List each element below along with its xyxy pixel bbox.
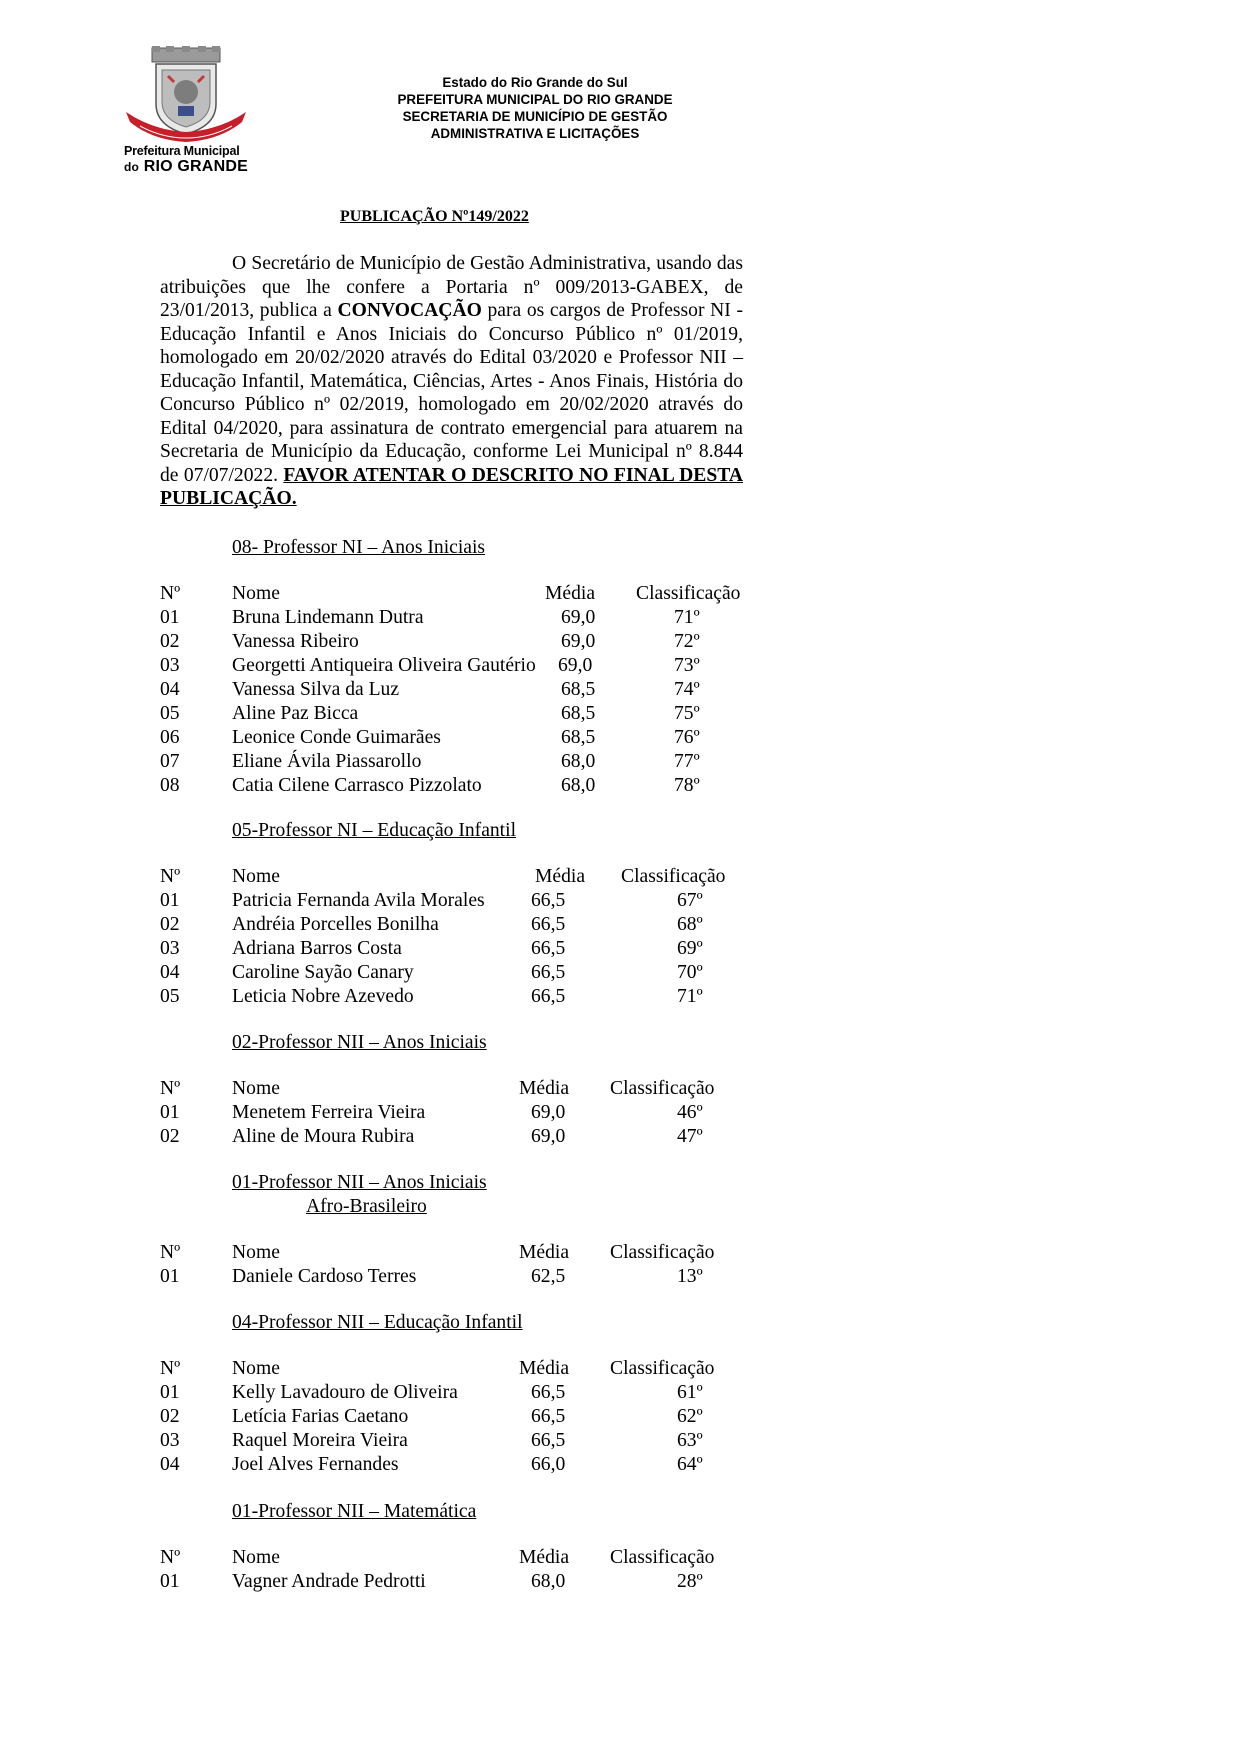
row-name: Leonice Conde Guimarães [232,727,441,748]
table-row [0,1102,1241,1125]
row-class: 69º [677,938,703,959]
row-media: 68,0 [561,751,596,772]
row-num: 07 [160,751,180,772]
header-num: Nº [160,1242,181,1263]
header-name: Nome [232,1242,280,1263]
table-row [0,938,1241,961]
row-class: 68º [677,914,703,935]
row-num: 02 [160,914,180,935]
row-num: 03 [160,938,180,959]
row-name: Andréia Porcelles Bonilha [232,914,439,935]
row-name: Bruna Lindemann Dutra [232,607,424,628]
row-name: Patricia Fernanda Avila Morales [232,890,485,911]
header-class: Classificação [610,1547,715,1568]
row-class: 28º [677,1571,703,1592]
section-title: 02-Professor NII – Anos Iniciais [232,1032,487,1053]
row-num: 02 [160,1406,180,1427]
row-media: 69,0 [558,655,593,676]
row-class: 75º [674,703,700,724]
table-row [0,1406,1241,1429]
row-num: 06 [160,727,180,748]
row-name: Daniele Cardoso Terres [232,1266,417,1287]
intro-bold-convocacao: CONVOCAÇÃO [337,300,482,321]
row-class: 70º [677,962,703,983]
row-name: Kelly Lavadouro de Oliveira [232,1382,458,1403]
header-media: Média [535,866,586,887]
table-row [0,631,1241,654]
row-class: 62º [677,1406,703,1427]
section-title: 01-Professor NII – Matemática [232,1501,477,1522]
row-name: Caroline Sayão Canary [232,962,414,983]
row-name: Georgetti Antiqueira Oliveira Gautério [232,655,536,676]
row-name: Eliane Ávila Piassarollo [232,751,422,772]
row-media: 69,0 [561,631,596,652]
header-media: Média [519,1358,570,1379]
row-media: 68,5 [561,679,596,700]
row-media: 66,5 [531,1430,566,1451]
logo-caption-prefix: do [124,160,140,174]
header-num: Nº [160,1078,181,1099]
row-name: Raquel Moreira Vieira [232,1430,408,1451]
section-title: 01-Professor NII – Anos Iniciais [232,1172,487,1193]
header-name: Nome [232,1358,280,1379]
row-name: Adriana Barros Costa [232,938,402,959]
intro-paragraph [160,252,743,511]
header-institution-block [360,74,710,142]
row-num: 08 [160,775,180,796]
table-header-row [0,866,1241,889]
header-line-secretariat: SECRETARIA DE MUNICÍPIO DE GESTÃO [402,109,668,124]
row-name: Aline Paz Bicca [232,703,359,724]
row-name: Leticia Nobre Azevedo [232,986,414,1007]
row-class: 47º [677,1126,703,1147]
logo-caption-line2 [124,158,248,176]
row-media: 69,0 [561,607,596,628]
row-media: 69,0 [531,1126,566,1147]
row-num: 02 [160,631,180,652]
section-subtitle: Afro-Brasileiro [306,1196,427,1217]
row-num: 01 [160,1266,180,1287]
header-num: Nº [160,866,181,887]
table-row [0,914,1241,937]
intro-text-part2: para os cargos de Professor NI - Educação Infantil e Anos Iniciais do Concurso Público nº 01/2019, homologado em 20/02/2020 através do Edital 03/2020 e Professor NII – Educação Infantil, Matemática, Ciências, Artes - Anos Finais, História do Concurso Público nº 02/2019, homologado em 20/02/2020 através do Edital 04/2020, para assinatura de contrato emergencial para atuarem na Secretaria de Município da Educação, conforme Lei Municipal nº 8.844 de 07/07/2022. [160,300,743,486]
intro-text-part1: O Secretário de Município de Gestão Administrativa, usando das atribuições que lhe confere a Portaria nº 009/2013-GABEX, de 23/01/2013, publica a [160,253,743,321]
row-media: 66,5 [531,962,566,983]
table-row [0,1571,1241,1594]
row-class: 63º [677,1430,703,1451]
publication-title: PUBLICAÇÃO Nº149/2022 [340,208,529,225]
table-row [0,890,1241,913]
row-media: 66,5 [531,1406,566,1427]
table-row [0,986,1241,1009]
table-row [0,775,1241,798]
table-header-row [0,1358,1241,1381]
row-name: Vanessa Ribeiro [232,631,359,652]
row-media: 66,5 [531,890,566,911]
row-name: Aline de Moura Rubira [232,1126,415,1147]
header-num: Nº [160,583,181,604]
table-row [0,1454,1241,1477]
row-name: Vagner Andrade Pedrotti [232,1571,426,1592]
row-media: 66,5 [531,938,566,959]
row-class: 71º [677,986,703,1007]
row-num: 02 [160,1126,180,1147]
header-class: Classificação [636,583,741,604]
table-row [0,679,1241,702]
row-class: 46º [677,1102,703,1123]
row-num: 01 [160,1382,180,1403]
row-media: 68,5 [561,703,596,724]
row-media: 68,0 [531,1571,566,1592]
table-row [0,1126,1241,1149]
row-num: 01 [160,890,180,911]
row-num: 01 [160,607,180,628]
header-class: Classificação [621,866,726,887]
header-class: Classificação [610,1078,715,1099]
row-name: Vanessa Silva da Luz [232,679,400,700]
table-row [0,751,1241,774]
row-class: 61º [677,1382,703,1403]
row-class: 77º [674,751,700,772]
header-class: Classificação [610,1358,715,1379]
row-class: 72º [674,631,700,652]
row-media: 66,5 [531,914,566,935]
logo-caption-line1: Prefeitura Municipal [124,144,240,158]
table-row [0,1430,1241,1453]
row-num: 01 [160,1102,180,1123]
row-media: 62,5 [531,1266,566,1287]
header-num: Nº [160,1547,181,1568]
section-title: 04-Professor NII – Educação Infantil [232,1312,523,1333]
row-name: Letícia Farias Caetano [232,1406,409,1427]
header-media: Média [519,1078,570,1099]
header-media: Média [519,1547,570,1568]
header-name: Nome [232,1547,280,1568]
table-row [0,1382,1241,1405]
row-class: 78º [674,775,700,796]
row-media: 68,5 [561,727,596,748]
row-media: 66,5 [531,1382,566,1403]
row-num: 03 [160,655,180,676]
row-num: 05 [160,703,180,724]
table-header-row [0,1242,1241,1265]
section-title: 05-Professor NI – Educação Infantil [232,820,517,841]
table-row [0,703,1241,726]
row-num: 01 [160,1571,180,1592]
header-media: Média [545,583,596,604]
header-name: Nome [232,583,280,604]
header-name: Nome [232,1078,280,1099]
intro-warning-underlined: FAVOR ATENTAR O DESCRITO NO FINAL DESTA PUBLICAÇÃO. [160,464,743,509]
table-row [0,727,1241,750]
row-class: 74º [674,679,700,700]
header-class: Classificação [610,1242,715,1263]
header-line-prefecture: PREFEITURA MUNICIPAL DO RIO GRANDE [397,92,673,107]
row-media: 66,0 [531,1454,566,1475]
row-class: 64º [677,1454,703,1475]
table-row [0,655,1241,678]
row-num: 04 [160,962,180,983]
row-class: 67º [677,890,703,911]
row-num: 05 [160,986,180,1007]
logo-caption-main: RIO GRANDE [143,158,248,175]
row-media: 66,5 [531,986,566,1007]
row-class: 13º [677,1266,703,1287]
row-media: 69,0 [531,1102,566,1123]
table-row [0,1266,1241,1289]
row-media: 68,0 [561,775,596,796]
header-line-state: Estado do Rio Grande do Sul [442,75,628,90]
header-num: Nº [160,1358,181,1379]
table-row [0,962,1241,985]
row-class: 73º [674,655,700,676]
table-header-row [0,1078,1241,1101]
table-row [0,607,1241,630]
row-class: 76º [674,727,700,748]
header-line-department: ADMINISTRATIVA E LICITAÇÕES [430,126,640,141]
header-name: Nome [232,866,280,887]
row-num: 04 [160,1454,180,1475]
row-num: 04 [160,679,180,700]
table-header-row [0,1547,1241,1570]
table-header-row [0,583,1241,606]
header-media: Média [519,1242,570,1263]
row-class: 71º [674,607,700,628]
section-title: 08- Professor NI – Anos Iniciais [232,537,486,558]
row-name: Menetem Ferreira Vieira [232,1102,426,1123]
row-name: Catia Cilene Carrasco Pizzolato [232,775,482,796]
row-name: Joel Alves Fernandes [232,1454,399,1475]
row-num: 03 [160,1430,180,1451]
